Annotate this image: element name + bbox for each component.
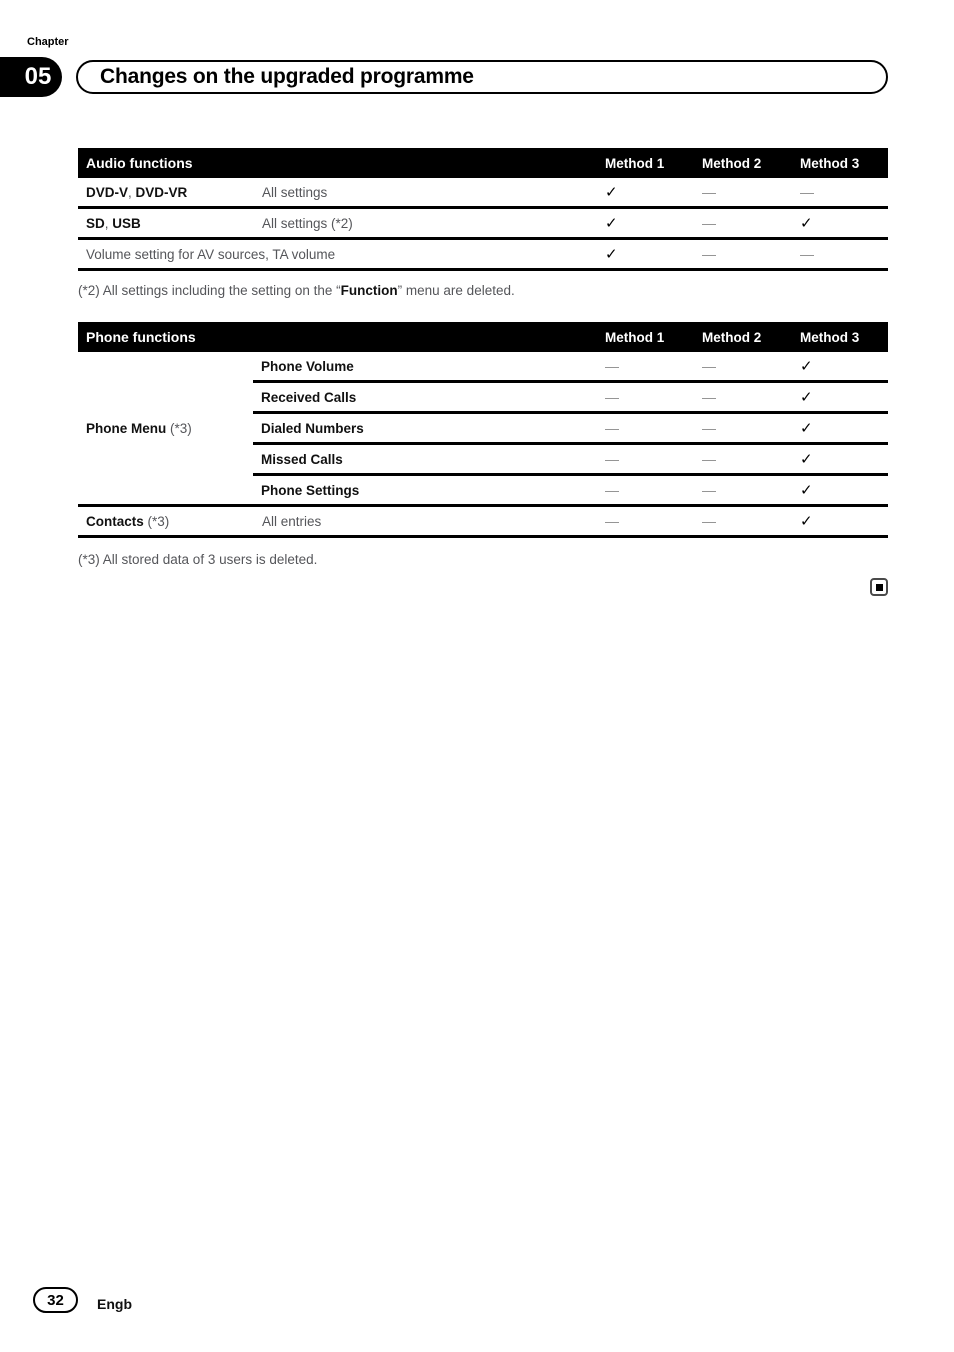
method2-mark: — [697, 352, 795, 382]
method3-mark: — [795, 239, 888, 270]
page-title: Changes on the upgraded programme [100, 65, 474, 88]
end-of-section-icon [870, 578, 888, 596]
footnote-star2 [78, 283, 515, 298]
table-row [78, 506, 888, 537]
chapter-number-badge [0, 57, 62, 97]
label-part: SD [86, 215, 105, 231]
page-number-badge [33, 1287, 78, 1313]
method1-mark: ✓ [600, 208, 697, 239]
method2-mark: — [697, 475, 795, 506]
phone-functions-table [78, 322, 888, 538]
method2-mark: — [697, 444, 795, 475]
method3-mark: ✓ [795, 506, 888, 537]
row-item: Phone Volume [253, 352, 600, 382]
footnote-bold-term: Function [340, 283, 398, 298]
row-desc-volume: Volume setting for AV sources, TA volume [78, 239, 600, 270]
row-desc: All settings [253, 178, 600, 208]
column-header-method1: Method 1 [600, 322, 697, 352]
label-part: DVD-V [86, 184, 129, 200]
table-row [78, 178, 888, 208]
method1-mark: ✓ [600, 239, 697, 270]
method3-mark: — [795, 178, 888, 208]
row-desc: All settings (*2) [253, 208, 600, 239]
method2-mark: — [697, 506, 795, 537]
label-part: Contacts [86, 513, 144, 529]
region-code-label: Engb [97, 1296, 132, 1312]
audio-functions-table [78, 148, 888, 271]
method3-mark: ✓ [795, 382, 888, 413]
method1-mark: — [600, 413, 697, 444]
table-row [78, 208, 888, 239]
row-desc: All entries [253, 506, 600, 537]
method2-mark: — [697, 239, 795, 270]
method2-mark: — [697, 413, 795, 444]
label-separator: , [128, 184, 136, 200]
phone-table-header-row [78, 322, 888, 352]
method1-mark: — [600, 506, 697, 537]
label-part: USB [112, 215, 141, 231]
column-header-method3: Method 3 [795, 148, 888, 178]
column-header-method2: Method 2 [697, 148, 795, 178]
page-number: 32 [47, 1291, 64, 1309]
method1-mark: — [600, 382, 697, 413]
method1-mark: — [600, 475, 697, 506]
footnote-text: ” menu are deleted. [397, 283, 515, 298]
table-row [78, 352, 888, 382]
row-label-dvd [78, 178, 253, 208]
table-row [78, 239, 888, 270]
footnote-text: (*2) All settings including the setting on the “ [78, 283, 341, 298]
audio-table-header-row [78, 148, 888, 178]
method2-mark: — [697, 382, 795, 413]
method3-mark: ✓ [795, 444, 888, 475]
page-title-box [76, 60, 888, 94]
method3-mark: ✓ [795, 352, 888, 382]
row-label-contacts [78, 506, 253, 537]
row-item: Missed Calls [253, 444, 600, 475]
chapter-label: Chapter [27, 36, 69, 48]
label-part: Phone Menu [86, 420, 167, 436]
group-label-phone-menu [78, 352, 253, 506]
end-of-section-dot [876, 584, 883, 591]
label-part: DVD-VR [135, 184, 188, 200]
row-item: Dialed Numbers [253, 413, 600, 444]
method2-mark: — [697, 208, 795, 239]
column-header-method1: Method 1 [600, 148, 697, 178]
method1-mark: ✓ [600, 178, 697, 208]
footnote-star3: (*3) All stored data of 3 users is deleted. [78, 552, 318, 567]
phone-table-title: Phone functions [78, 322, 600, 352]
method2-mark: — [697, 178, 795, 208]
label-note: (*3) [143, 513, 170, 529]
row-item: Phone Settings [253, 475, 600, 506]
row-item: Received Calls [253, 382, 600, 413]
chapter-number: 05 [24, 63, 52, 90]
method1-mark: — [600, 444, 697, 475]
audio-table-title: Audio functions [78, 148, 600, 178]
method3-mark: ✓ [795, 413, 888, 444]
column-header-method3: Method 3 [795, 322, 888, 352]
method1-mark: — [600, 352, 697, 382]
label-note: (*3) [166, 420, 192, 436]
row-label-sd-usb [78, 208, 253, 239]
label-separator: , [104, 215, 113, 231]
column-header-method2: Method 2 [697, 322, 795, 352]
method3-mark: ✓ [795, 475, 888, 506]
method3-mark: ✓ [795, 208, 888, 239]
